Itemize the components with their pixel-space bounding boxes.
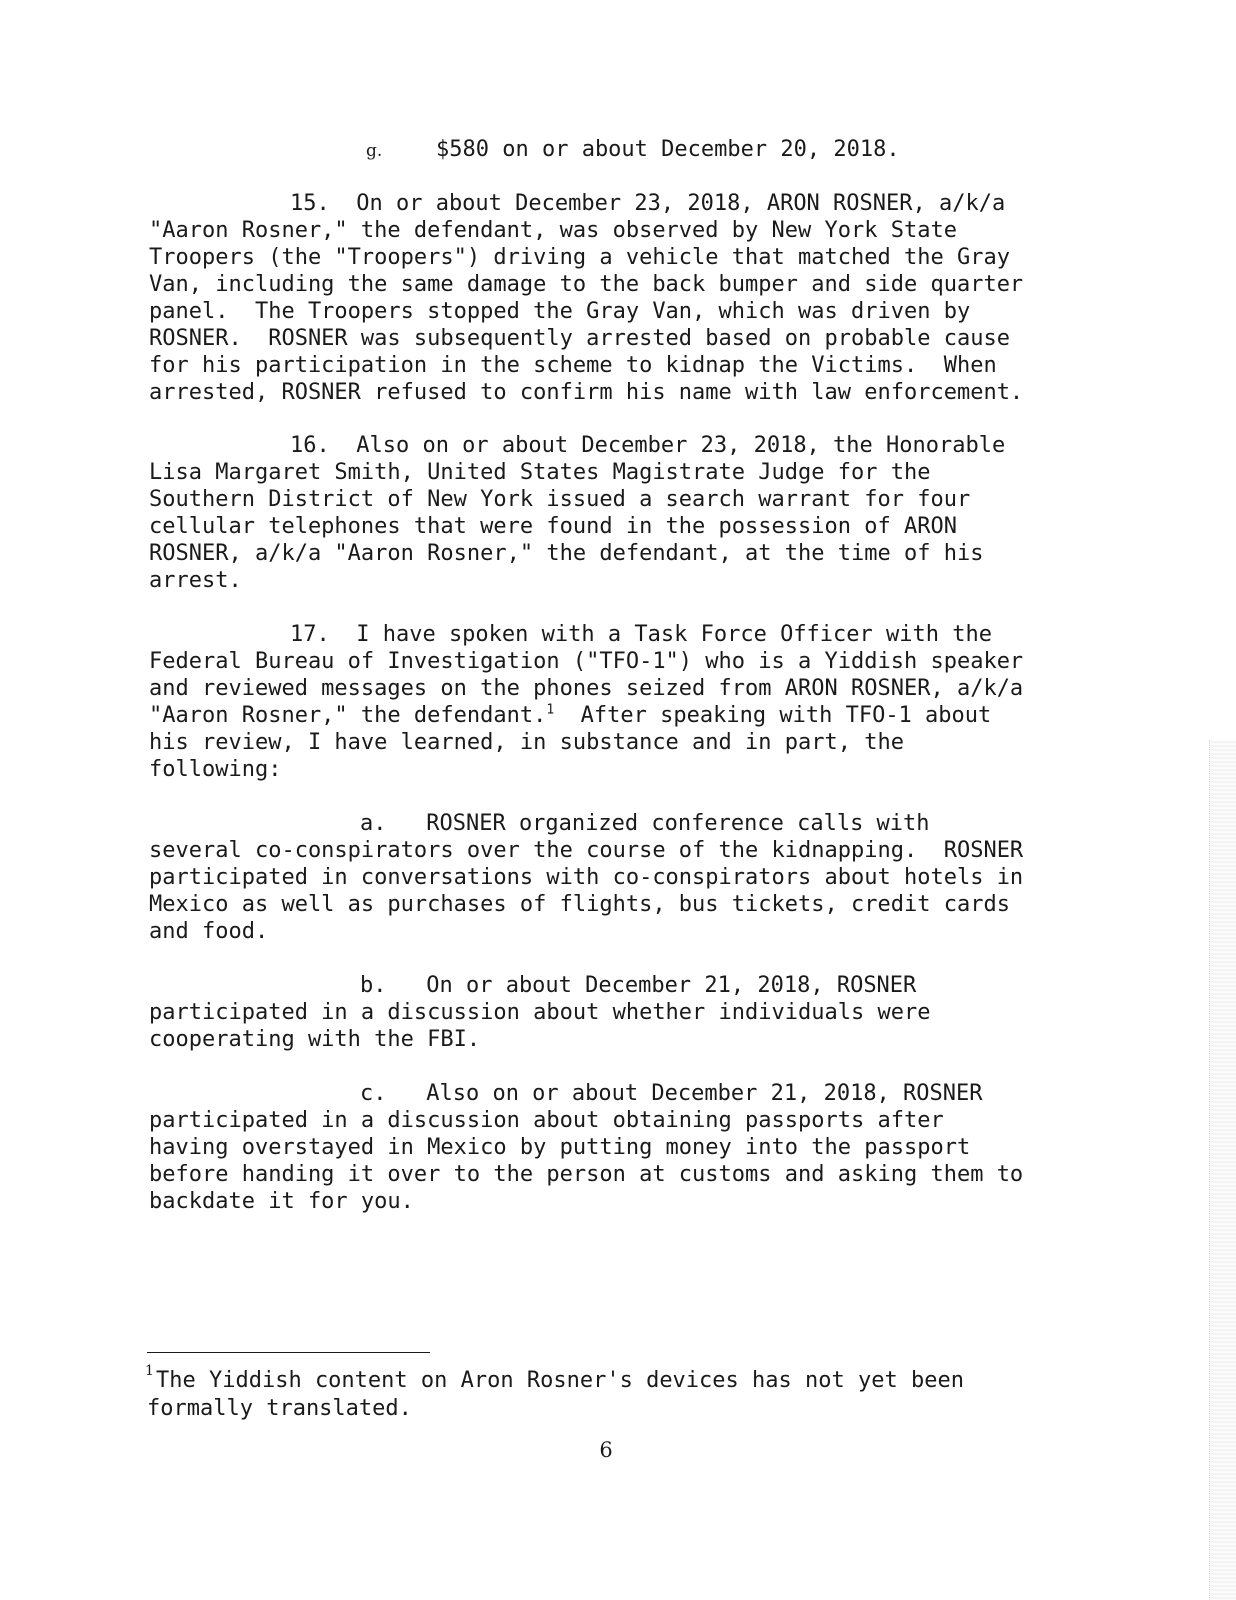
text-line: arrested, ROSNER refused to confirm his name with law enforcement. bbox=[149, 380, 1024, 405]
text-line: cellular telephones that were found in the possession of ARON bbox=[149, 514, 957, 539]
text-line: 16. Also on or about December 23, 2018, the Honorable bbox=[290, 433, 1006, 458]
text-line: Mexico as well as purchases of flights, bus tickets, credit cards bbox=[149, 892, 1010, 917]
text-line: following: bbox=[149, 757, 282, 782]
footnote-reference: 1 bbox=[546, 702, 555, 718]
list-marker-g: g. bbox=[366, 141, 383, 161]
text-line: c. Also on or about December 21, 2018, ROSNER bbox=[360, 1081, 983, 1106]
text-line: participated in a discussion about whether individuals were bbox=[149, 1000, 931, 1025]
item-g-text: $580 on or about December 20, 2018. bbox=[436, 137, 900, 162]
text-segment: After speaking with TFO-1 about bbox=[554, 703, 992, 728]
text-line: Lisa Margaret Smith, United States Magistrate Judge for the bbox=[149, 460, 931, 485]
text-line: arrest. bbox=[149, 568, 242, 593]
text-line: participated in a discussion about obtaining passports after bbox=[149, 1108, 944, 1133]
text-line: ROSNER. ROSNER was subsequently arrested based on probable cause bbox=[149, 326, 1010, 351]
page-number: 6 bbox=[599, 1438, 613, 1462]
text-line-with-footnote bbox=[149, 702, 991, 729]
text-line: for his participation in the scheme to kidnap the Victims. When bbox=[149, 353, 997, 378]
text-line: panel. The Troopers stopped the Gray Van, which was driven by bbox=[149, 299, 971, 324]
text-line: Federal Bureau of Investigation ("TFO-1") who is a Yiddish speaker bbox=[149, 649, 1024, 674]
footnote-marker: 1 bbox=[145, 1363, 154, 1379]
text-line: and reviewed messages on the phones seized from ARON ROSNER, a/k/a bbox=[149, 676, 1024, 701]
text-line: participated in conversations with co-conspirators about hotels in bbox=[149, 865, 1024, 890]
text-line: his review, I have learned, in substance and in part, the bbox=[149, 730, 904, 755]
text-line: several co-conspirators over the course of the kidnapping. ROSNER bbox=[149, 838, 1024, 863]
footnote-line: The Yiddish content on Aron Rosner's devices has not yet been bbox=[156, 1368, 964, 1393]
scan-edge-artifact bbox=[1209, 740, 1236, 1600]
text-line: 15. On or about December 23, 2018, ARON ROSNER, a/k/a bbox=[290, 191, 1006, 216]
text-line: b. On or about December 21, 2018, ROSNER bbox=[360, 973, 917, 998]
text-line: before handing it over to the person at customs and asking them to bbox=[149, 1162, 1024, 1187]
text-line: and food. bbox=[149, 919, 269, 944]
text-line: "Aaron Rosner," the defendant, was observed by New York State bbox=[149, 218, 957, 243]
text-line: Troopers (the "Troopers") driving a vehicle that matched the Gray bbox=[149, 245, 1010, 270]
text-line: cooperating with the FBI. bbox=[149, 1027, 481, 1052]
footnote-line: formally translated. bbox=[147, 1396, 412, 1421]
text-line: a. ROSNER organized conference calls with bbox=[360, 811, 930, 836]
text-line: backdate it for you. bbox=[149, 1189, 414, 1214]
footnote-divider bbox=[147, 1352, 430, 1353]
text-line: Van, including the same damage to the back bumper and side quarter bbox=[149, 272, 1024, 297]
text-segment: "Aaron Rosner," the defendant. bbox=[149, 703, 547, 728]
text-line: having overstayed in Mexico by putting money into the passport bbox=[149, 1135, 971, 1160]
text-line: ROSNER, a/k/a "Aaron Rosner," the defendant, at the time of his bbox=[149, 541, 984, 566]
text-line: Southern District of New York issued a search warrant for four bbox=[149, 487, 971, 512]
text-line: 17. I have spoken with a Task Force Officer with the bbox=[290, 622, 992, 647]
